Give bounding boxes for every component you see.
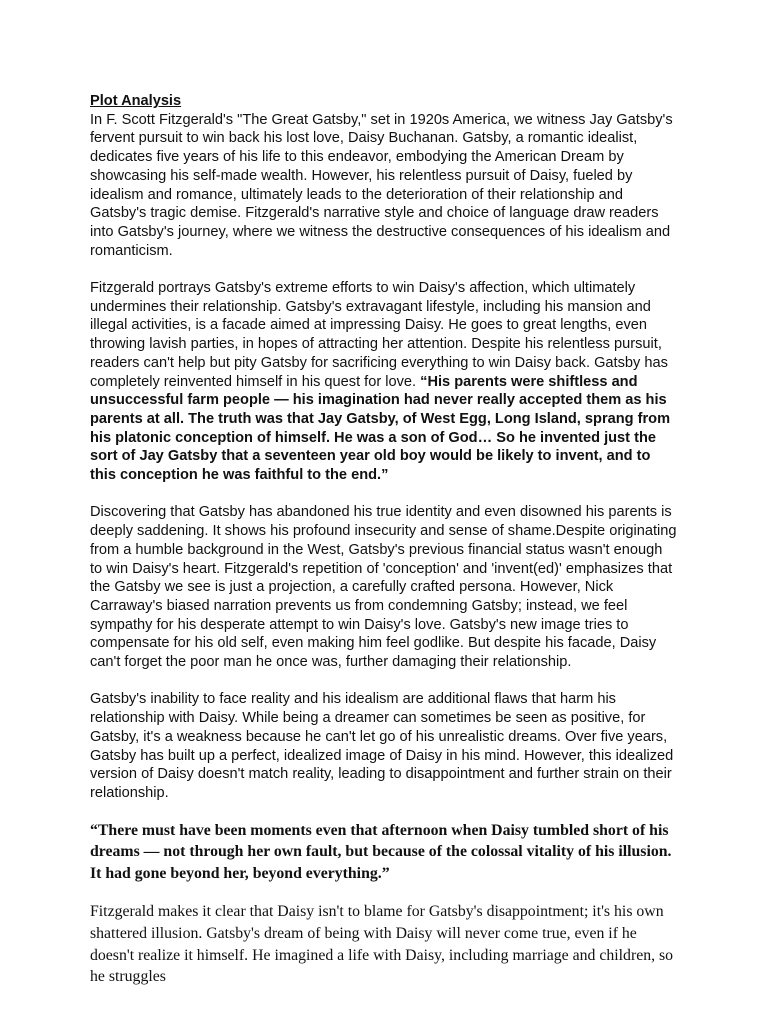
document-body [90,92,678,988]
paragraph-idealism: Gatsby's inability to face reality and his idealism are additional flaws that harm his relationship with Daisy. While being a dreamer can sometimes be seen as positive, for Gatsby, it's a weakness because he can't let go of his unrealistic dreams. Over five years, Gatsby has built up a perfect, idealized image of Daisy in his mind. However, this idealized version of Daisy doesn't match reality, leading to disappointment and further strain on their relationship. [90,691,674,801]
paragraph-efforts-text: Fitzgerald portrays Gatsby's extreme efforts to win Daisy's affection, which ultimately undermines their relationship. Gatsby's extravagant lifestyle, including his mansion and illegal activities, is a facade aimed at impressing Daisy. He goes to great lengths, even throwing lavish parties, in hopes of attracting her attention. Despite his relentless pursuit, readers can't help but pity Gatsby for sacrificing everything to win Daisy back. Gatsby has completely reinvented himself in his quest for love. [90,280,668,390]
inline-quote-parents: “His parents were shiftless and unsuccessful farm people — his imagination had never really accepted them as his parents at all. The truth was that Jay Gatsby, of West Egg, Long Island, sprang from his platonic conception of himself. He was a son of God… So he invented just the sort of Jay Gatsby that a seventeen year old boy would be likely to invent, and to this conception he was faithful to the end.” [90,373,671,484]
paragraph-closing: Fitzgerald makes it clear that Daisy isn't to blame for Gatsby's disappointment; it's his own shattered illusion. Gatsby's dream of being with Daisy will never come true, even if he doesn't realize it himself. He imagined a life with Daisy, including marriage and children, so he struggles [90,903,674,986]
block-quote-illusion: “There must have been moments even that afternoon when Daisy tumbled short of his dreams — not through her own fault, but because of the colossal vitality of his illusion. It had gone beyond her, beyond everything.” [90,821,672,882]
section-heading: Plot Analysis [90,93,182,109]
paragraph-efforts [90,279,678,485]
paragraph-identity: Discovering that Gatsby has abandoned his true identity and even disowned his parents is deeply saddening. It shows his profound insecurity and sense of shame.Despite originating from a humble background in the West, Gatsby's previous financial status wasn't enough to win Daisy's heart. Fitzgerald's repetition of 'conception' and 'invent(ed)' emphasizes that the Gatsby we see is just a projection, a carefully crafted persona. However, Nick Carraway's biased narration prevents us from condemning Gatsby; instead, we feel sympathy for his desperate attempt to win Daisy's love. Gatsby's new image tries to compensate for his old self, even making him feel godlike. But despite his facade, Daisy can't forget the poor man he once was, further damaging their relationship. [90,504,677,671]
paragraph-intro: In F. Scott Fitzgerald's "The Great Gatsby," set in 1920s America, we witness Jay Gatsby's fervent pursuit to win back his lost love, Daisy Buchanan. Gatsby, a romantic idealist, dedicates five years of his life to this endeavor, embodying the American Dream by showcasing his self-made wealth. However, his relentless pursuit of Daisy, fueled by idealism and romance, ultimately leads to the deterioration of their relationship and Gatsby's tragic demise. Fitzgerald's narrative style and choice of language draw readers into Gatsby's journey, where we witness the destructive consequences of his idealism and romanticism. [90,111,673,259]
